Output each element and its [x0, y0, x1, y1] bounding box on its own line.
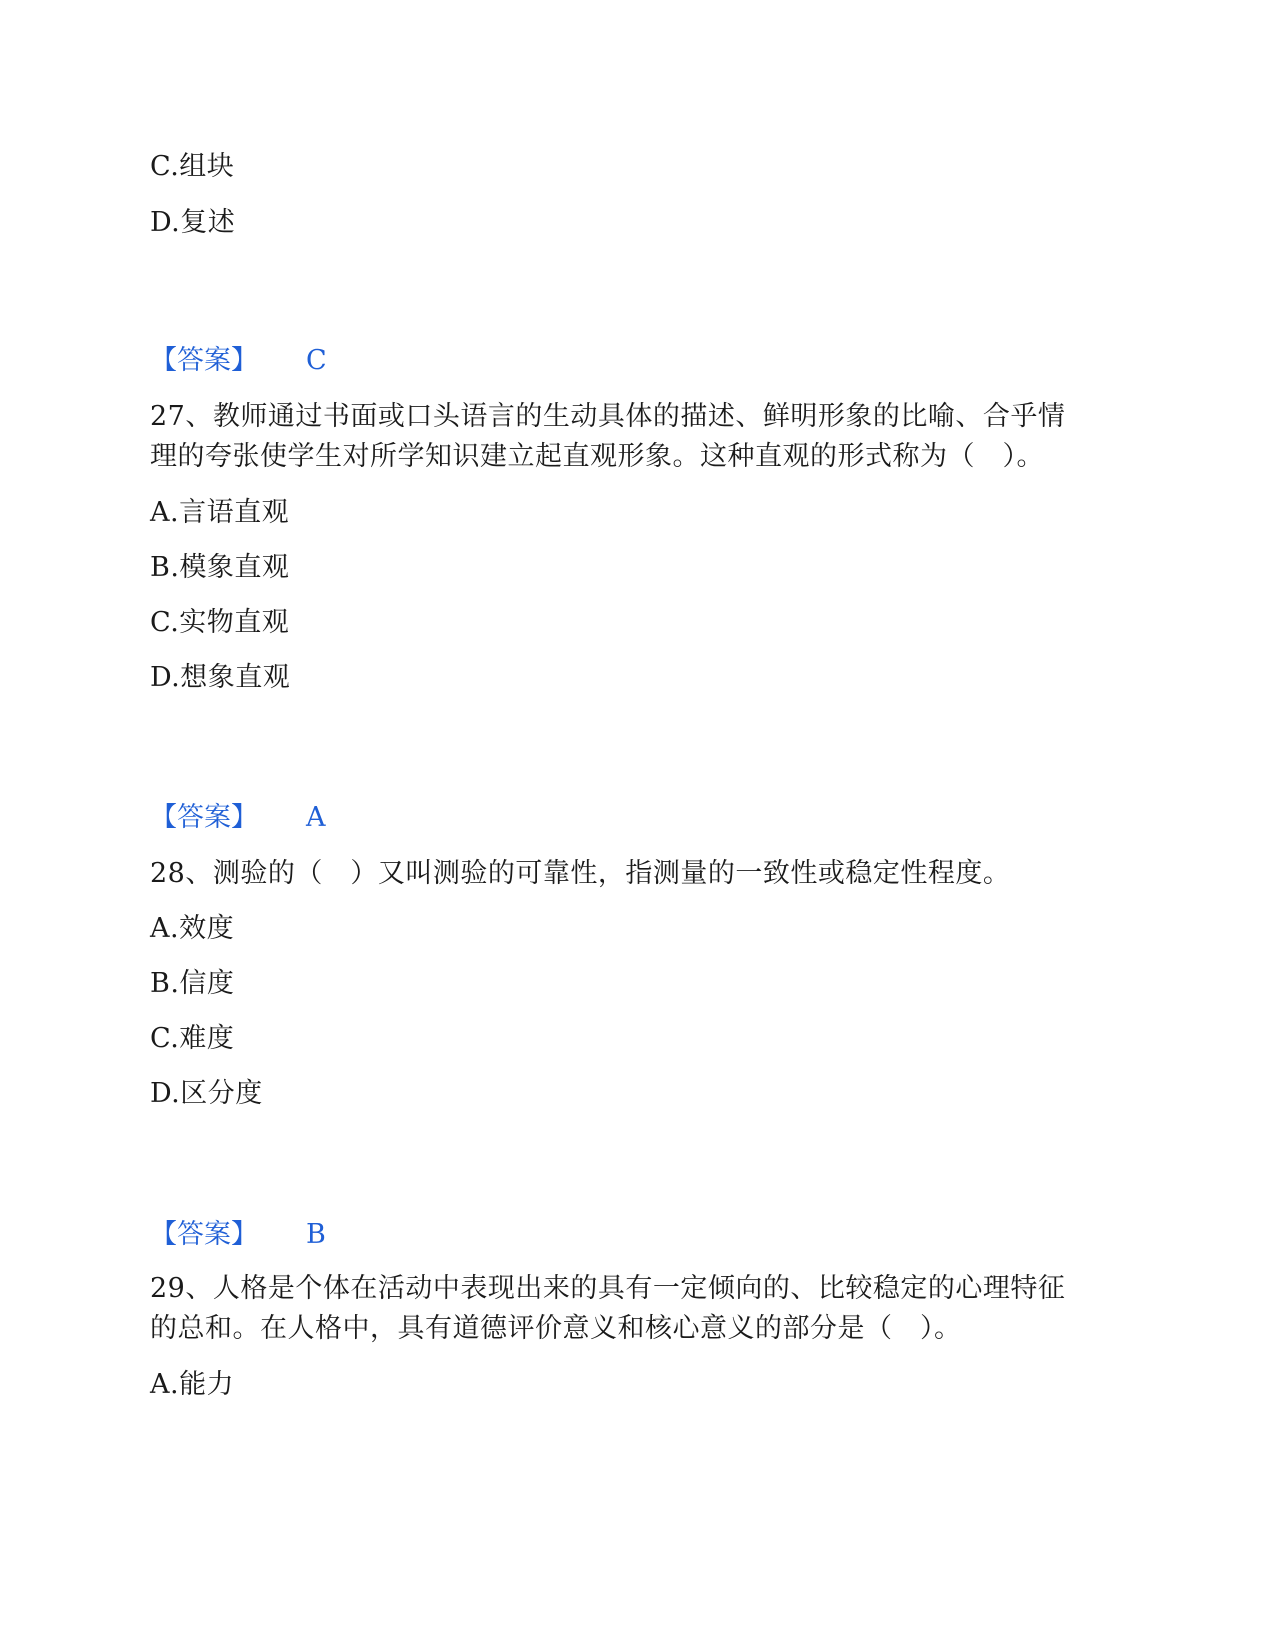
answer-value: A [306, 802, 326, 833]
answer-row [150, 801, 326, 835]
option-d: D.复述 [150, 207, 236, 238]
question-stem-line: 28、测验的（ ）又叫测验的可靠性，指测量的一致性或稳定性程度。 [150, 858, 1011, 889]
option-c: C.组块 [150, 151, 235, 182]
answer-value: C [306, 345, 327, 376]
option-d: D.区分度 [150, 1078, 263, 1109]
answer-label: 【答案】 [150, 345, 258, 376]
option-b: B.信度 [150, 968, 235, 999]
option-a: A.言语直观 [150, 497, 290, 528]
answer-row [150, 1218, 326, 1252]
question-stem-line: 的总和。在人格中，具有道德评价意义和核心意义的部分是（ ）。 [150, 1313, 962, 1344]
answer-row [150, 344, 327, 378]
option-d: D.想象直观 [150, 662, 291, 693]
answer-label: 【答案】 [150, 1219, 258, 1250]
question-stem-line: 27、教师通过书面或口头语言的生动具体的描述、鲜明形象的比喻、合乎情 [150, 401, 1066, 432]
answer-value: B [306, 1219, 326, 1250]
question-stem-line: 29、人格是个体在活动中表现出来的具有一定倾向的、比较稳定的心理特征 [150, 1273, 1066, 1304]
answer-label: 【答案】 [150, 802, 258, 833]
option-c: C.难度 [150, 1023, 235, 1054]
option-b: B.模象直观 [150, 552, 290, 583]
option-c: C.实物直观 [150, 607, 290, 638]
question-stem-line: 理的夸张使学生对所学知识建立起直观形象。这种直观的形式称为（ ）。 [150, 441, 1044, 472]
option-a: A.能力 [150, 1369, 235, 1400]
option-a: A.效度 [150, 913, 235, 944]
